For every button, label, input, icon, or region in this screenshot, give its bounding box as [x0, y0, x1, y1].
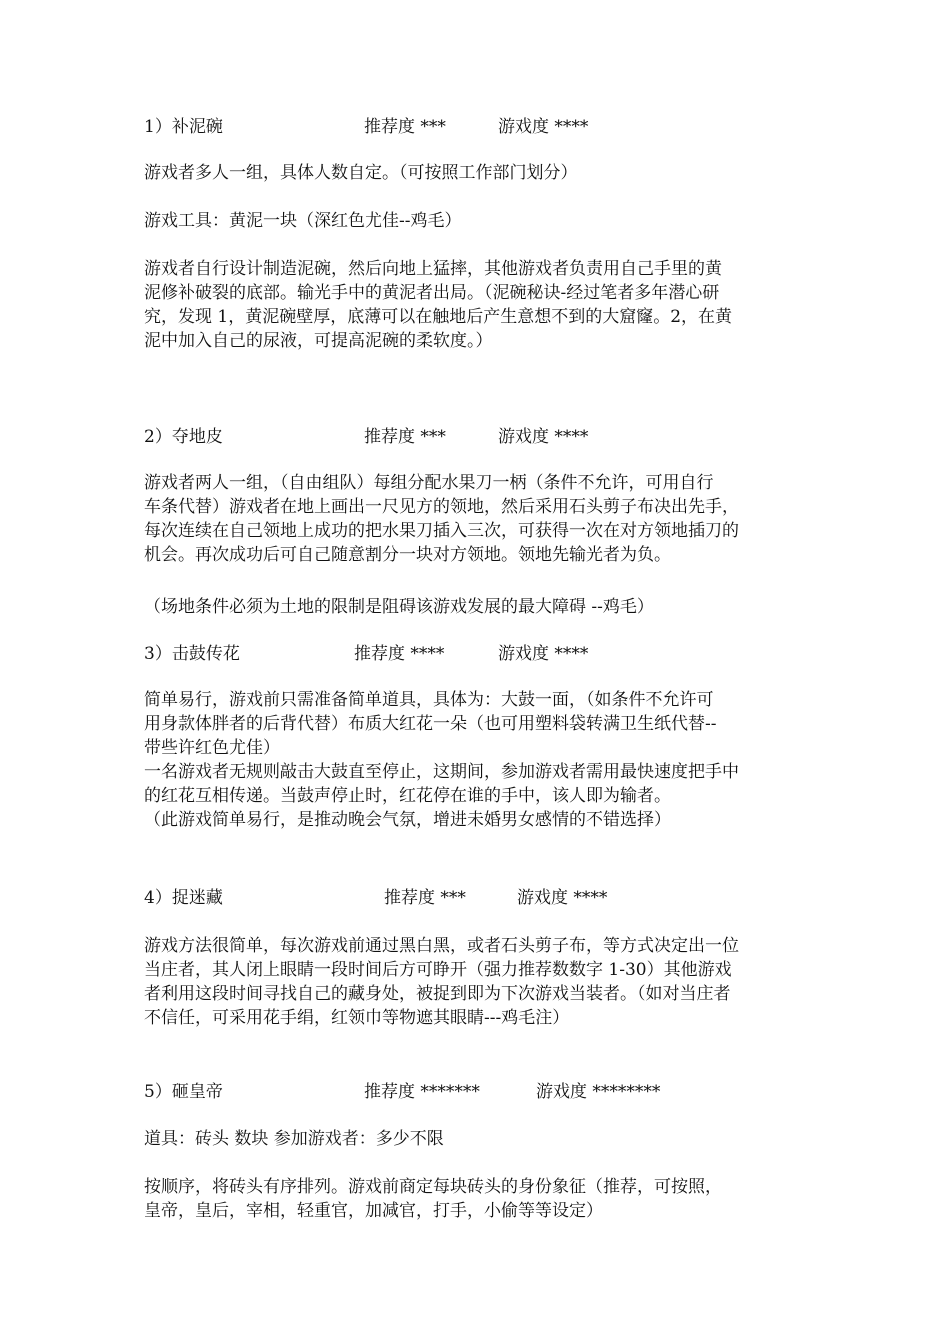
recommend-rating: 推荐度 ******* [364, 1082, 480, 1102]
fun-rating: 游戏度 **** [498, 644, 589, 664]
section-1-header [144, 115, 814, 139]
section-3-header [144, 642, 814, 666]
section-4-paragraph-1: 游戏方法很简单，每次游戏前通过黑白黑，或者石头剪子布，等方式决定出一位 当庄者，其人闭上眼睛一段时间后方可睁开（强力推荐数数字 1-30）其他游戏 者利用这段时间寻找自己的藏身处，被捉到即为下次游戏当装者。（如对当庄者 不信任，可采用花手绢，红领巾等物遮其眼睛---鸡毛注） [144, 936, 739, 1028]
section-5-paragraph-1: 道具：砖头 数块 参加游戏者：多少不限 [144, 1129, 444, 1149]
section-5-header [144, 1080, 814, 1104]
section-1-paragraph-3: 游戏者自行设计制造泥碗，然后向地上猛摔，其他游戏者负责用自己手里的黄 泥修补破裂的底部。输光手中的黄泥者出局。（泥碗秘诀-经过笔者多年潜心研 究，发现 1，黄泥碗壁厚，底薄可以在触地后产生意想不到的大窟窿。2，在黄 泥中加入自己的尿液，可提高泥碗的柔软度。） [144, 259, 733, 351]
section-title: 3）击鼓传花 [144, 644, 240, 664]
fun-rating: 游戏度 **** [498, 427, 589, 447]
section-title: 1）补泥碗 [144, 117, 223, 137]
section-4-header [144, 886, 814, 910]
section-title: 5）砸皇帝 [144, 1082, 223, 1102]
section-2-header [144, 425, 814, 449]
section-1-paragraph-1: 游戏者多人一组，具体人数自定。（可按照工作部门划分） [144, 163, 578, 183]
recommend-rating: 推荐度 **** [354, 644, 445, 664]
section-2-paragraph-1: 游戏者两人一组，（自由组队）每组分配水果刀一柄（条件不允许，可用自行 车条代替）游戏者在地上画出一尺见方的领地，然后采用石头剪子布决出先手， 每次连续在自己领地上成功的把水果刀插入三次，可获得一次在对方领地插刀的 机会。再次成功后可自己随意割分一块对方领地。领地先输光者为负。 [144, 473, 739, 565]
section-2-note: （场地条件必须为土地的限制是阻碍该游戏发展的最大障碍 --鸡毛） [144, 597, 654, 617]
fun-rating: 游戏度 **** [498, 117, 589, 137]
section-title: 2）夺地皮 [144, 427, 223, 447]
recommend-rating: 推荐度 *** [364, 427, 446, 447]
section-1-paragraph-2: 游戏工具：黄泥一块（深红色尤佳--鸡毛） [144, 211, 462, 231]
recommend-rating: 推荐度 *** [384, 888, 466, 908]
section-title: 4）捉迷藏 [144, 888, 223, 908]
recommend-rating: 推荐度 *** [364, 117, 446, 137]
fun-rating: 游戏度 **** [517, 888, 608, 908]
fun-rating: 游戏度 ******** [536, 1082, 661, 1102]
section-5-paragraph-2: 按顺序，将砖头有序排列。游戏前商定每块砖头的身份象征（推荐，可按照， 皇帝，皇后，宰相，轻重官，加减官，打手，小偷等等设定） [144, 1177, 722, 1221]
section-3-paragraph-1: 简单易行，游戏前只需准备简单道具，具体为：大鼓一面，（如条件不允许可 用身款体胖者的后背代替）布质大红花一朵（也可用塑料袋转满卫生纸代替-- 带些许红色尤佳） 一名游戏者无规则敲击大鼓直至停止，这期间，参加游戏者需用最快速度把手中 的红花互相传递。当鼓声停止时，红花停在谁的手中，该人即为输者。 （此游戏简单易行，是推动晚会气氛，增进未婚男女感情的不错选择） [144, 690, 739, 830]
